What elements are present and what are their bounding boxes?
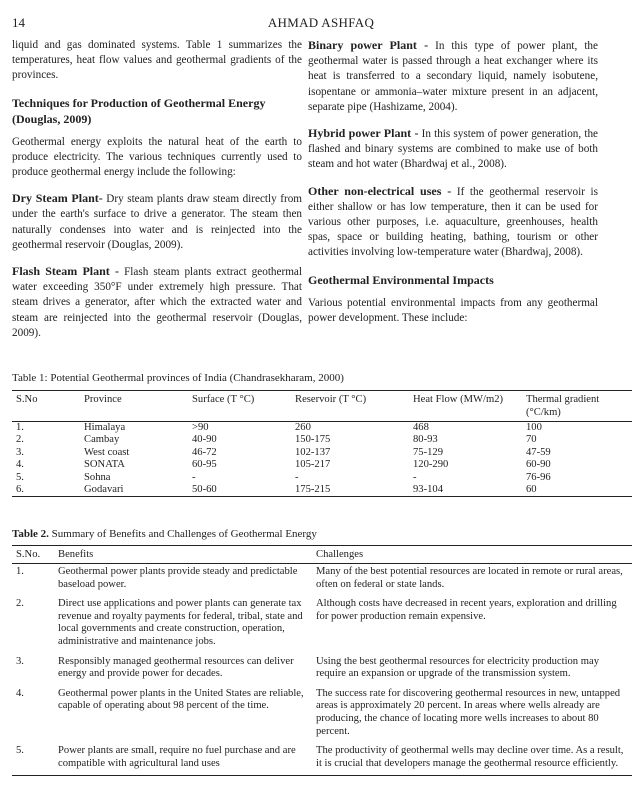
table-cell: Godavari — [84, 484, 124, 496]
table1-header: Thermal gradient (°C/km) — [526, 394, 600, 418]
table-cell: >90 — [192, 422, 209, 433]
table-cell: Cambay — [84, 434, 120, 446]
table2-caption-text: Summary of Benefits and Challenges of Geothermal Energy — [48, 528, 317, 540]
table-cell: 1. — [16, 566, 24, 577]
table-cell: Using the best geothermal resources for electricity production may require an expansion or upgrade of the transmission system. — [316, 655, 599, 680]
table-row — [12, 459, 632, 471]
table-cell: The productivity of geothermal wells may decline over time. As a result, it is crucial that developers manage the geothermal resource efficiently. — [316, 745, 624, 769]
hybrid-title: Hybrid power Plant - — [308, 126, 419, 141]
table-cell: 1. — [16, 422, 24, 433]
table1-header: Province — [84, 394, 122, 405]
table-cell: 50-60 — [192, 484, 217, 496]
table-cell: 93-104 — [413, 484, 444, 496]
table-cell: 5. — [16, 745, 24, 757]
table-cell: 120-290 — [413, 459, 449, 471]
table1-header: Surface (T °C) — [192, 394, 255, 405]
flash-steam-title: Flash Steam Plant - — [12, 264, 120, 279]
table1-header: Heat Flow (MW/m2) — [413, 394, 504, 405]
table-cell: - — [192, 471, 196, 483]
table-cell: 5. — [16, 471, 24, 483]
table-cell: 3. — [16, 655, 24, 667]
table-cell: 150-175 — [295, 434, 331, 446]
table1-header: Reservoir (T °C) — [295, 394, 367, 405]
table-cell: Geothermal power plants provide steady and predictable baseload power. — [58, 566, 298, 590]
table-cell: 60 — [526, 484, 537, 496]
table-cell: 60-95 — [192, 459, 217, 471]
table2-caption — [12, 528, 317, 540]
table-cell: 6. — [16, 484, 24, 496]
table2 — [12, 545, 632, 776]
table-row — [12, 743, 632, 776]
table-row — [12, 434, 632, 446]
table-cell: 2. — [16, 434, 24, 446]
table-cell: Many of the best potential resources are located in remote or rural areas, often on federal or state lands. — [316, 566, 623, 590]
table-cell: 70 — [526, 434, 537, 446]
table-row — [12, 472, 632, 484]
table-row — [12, 484, 632, 497]
table-cell: 4. — [16, 459, 24, 471]
table1-caption: Table 1: Potential Geothermal provinces of India (Chandrasekharam, 2000) — [12, 372, 344, 384]
table-cell: - — [413, 471, 417, 483]
impacts-heading: Geothermal Environmental Impacts — [308, 272, 494, 287]
table-row — [12, 564, 632, 597]
dry-steam-text: Dry steam plants draw steam directly from under the earth's surface to drive a generator. The steam then naturally condenses into water and is reinjected into the geothermal reservoir (Douglas, 2009). — [12, 193, 303, 251]
table-cell: Responsibly managed geothermal resources can deliver energy and provide power for decades. — [58, 655, 294, 680]
right-column — [308, 38, 598, 337]
binary-title: Binary power Plant - — [308, 38, 429, 52]
table-cell: 175-215 — [295, 484, 331, 496]
binary-text: In this type of power plant, the geothermal water is passed through a heat exchanger where its heat is transferred to a secondary liquid, namely isobutene, isopentane or ammonia–water mixture present in an adjacent, separate pipe (Hashizame, 2004). — [308, 40, 598, 113]
table-cell: 468 — [413, 422, 429, 433]
table-cell: 105-217 — [295, 459, 331, 471]
intro-paragraph: liquid and gas dominated systems. Table 1 summarizes the temperatures, heat flow values and geothermal gradients of the provinces. — [12, 39, 302, 82]
page-number: 14 — [12, 15, 25, 30]
table-cell: Geothermal power plants in the United States are reliable, capable of operating about 98 percent of the time. — [58, 687, 304, 712]
other-uses-text: If the geothermal reservoir is either shallow or has low temperature, then it can be used for various other purposes, i.e. aquaculture, greenhouses, health spas, space or building heating, bathing, tourism or other activities involving low-temperature water (Bhardwaj, 2008). — [308, 185, 599, 259]
table1 — [12, 390, 632, 497]
table-row — [12, 686, 632, 743]
flash-steam-paragraph — [12, 264, 302, 341]
table-cell: Power plants are small, require no fuel purchase and are compatible with agricultural land uses — [58, 745, 296, 769]
table1-header: S.No — [16, 394, 38, 405]
table-cell: 40-90 — [192, 434, 217, 446]
table-cell: The success rate for discovering geothermal resources in new, untapped areas is approximately 20 percent. In areas where wells already are producing, the chance of locating more wells increases to about 80 percent. — [316, 687, 621, 737]
table1-header-row — [12, 391, 632, 422]
table-row — [12, 596, 632, 653]
table-cell: West coast — [84, 446, 130, 458]
techniques-heading: Techniques for Production of Geothermal Energy (Douglas, 2009) — [12, 95, 266, 126]
table-cell: 100 — [526, 422, 542, 433]
table2-header: S.No. — [16, 549, 41, 560]
table2-header-row — [12, 546, 632, 564]
table-cell: Sohna — [84, 471, 111, 483]
running-head: AHMAD ASHFAQ — [267, 15, 375, 30]
table-cell: 102-137 — [295, 446, 331, 458]
table-row — [12, 654, 632, 686]
table2-header: Benefits — [58, 549, 94, 560]
table-row — [12, 447, 632, 459]
table-cell: 80-93 — [413, 434, 438, 446]
dry-steam-paragraph — [12, 191, 302, 253]
table-cell: 260 — [295, 422, 311, 433]
table-cell: 4. — [16, 687, 24, 699]
dry-steam-title: Dry Steam Plant- — [12, 191, 103, 206]
flash-steam-text: Flash steam plants extract geothermal water exceeding 350°F under extremely high pressure. That steam drives a generator, after which the extracted water and steam are reinjected into the geothermal reservoir (Douglas, 2009). — [12, 266, 302, 339]
table-row — [12, 422, 632, 435]
table-cell: 76-96 — [526, 471, 551, 483]
table-cell: 46-72 — [192, 446, 217, 458]
table-cell: 3. — [16, 446, 24, 458]
techniques-paragraph: Geothermal energy exploits the natural heat of the earth to produce electricity. The various techniques currently used to produce geothermal energy include the following: — [12, 135, 302, 179]
table-cell: 75-129 — [413, 446, 444, 458]
binary-paragraph — [308, 38, 598, 115]
hybrid-text: In this system of power generation, the flashed and binary systems are combined to make use of both steam and hot water (Bhardwaj et al., 2008). — [308, 128, 599, 171]
table-cell: Direct use applications and power plants can generate tax revenue and royalty payments for federal, tribal, state and local governments and create construction, operation, administrative and maintenance jobs. — [58, 598, 303, 647]
impacts-paragraph: Various potential environmental impacts from any geothermal power development. These include: — [308, 296, 598, 324]
table-cell: - — [295, 471, 299, 483]
table2-header: Challenges — [316, 549, 364, 560]
other-uses-title: Other non-electrical uses - — [308, 183, 452, 198]
other-uses-paragraph — [308, 184, 598, 261]
left-column — [12, 38, 302, 352]
table-cell: 60-90 — [526, 459, 551, 471]
table-cell: 2. — [16, 598, 24, 610]
table-cell: Himalaya — [84, 422, 126, 433]
hybrid-paragraph — [308, 126, 598, 173]
table2-caption-label: Table 2. — [12, 528, 49, 540]
table-cell: 47-59 — [526, 446, 551, 458]
table-cell: SONATA — [84, 459, 125, 471]
table-cell: Although costs have decreased in recent years, exploration and drilling for power production remain expensive. — [316, 598, 617, 622]
